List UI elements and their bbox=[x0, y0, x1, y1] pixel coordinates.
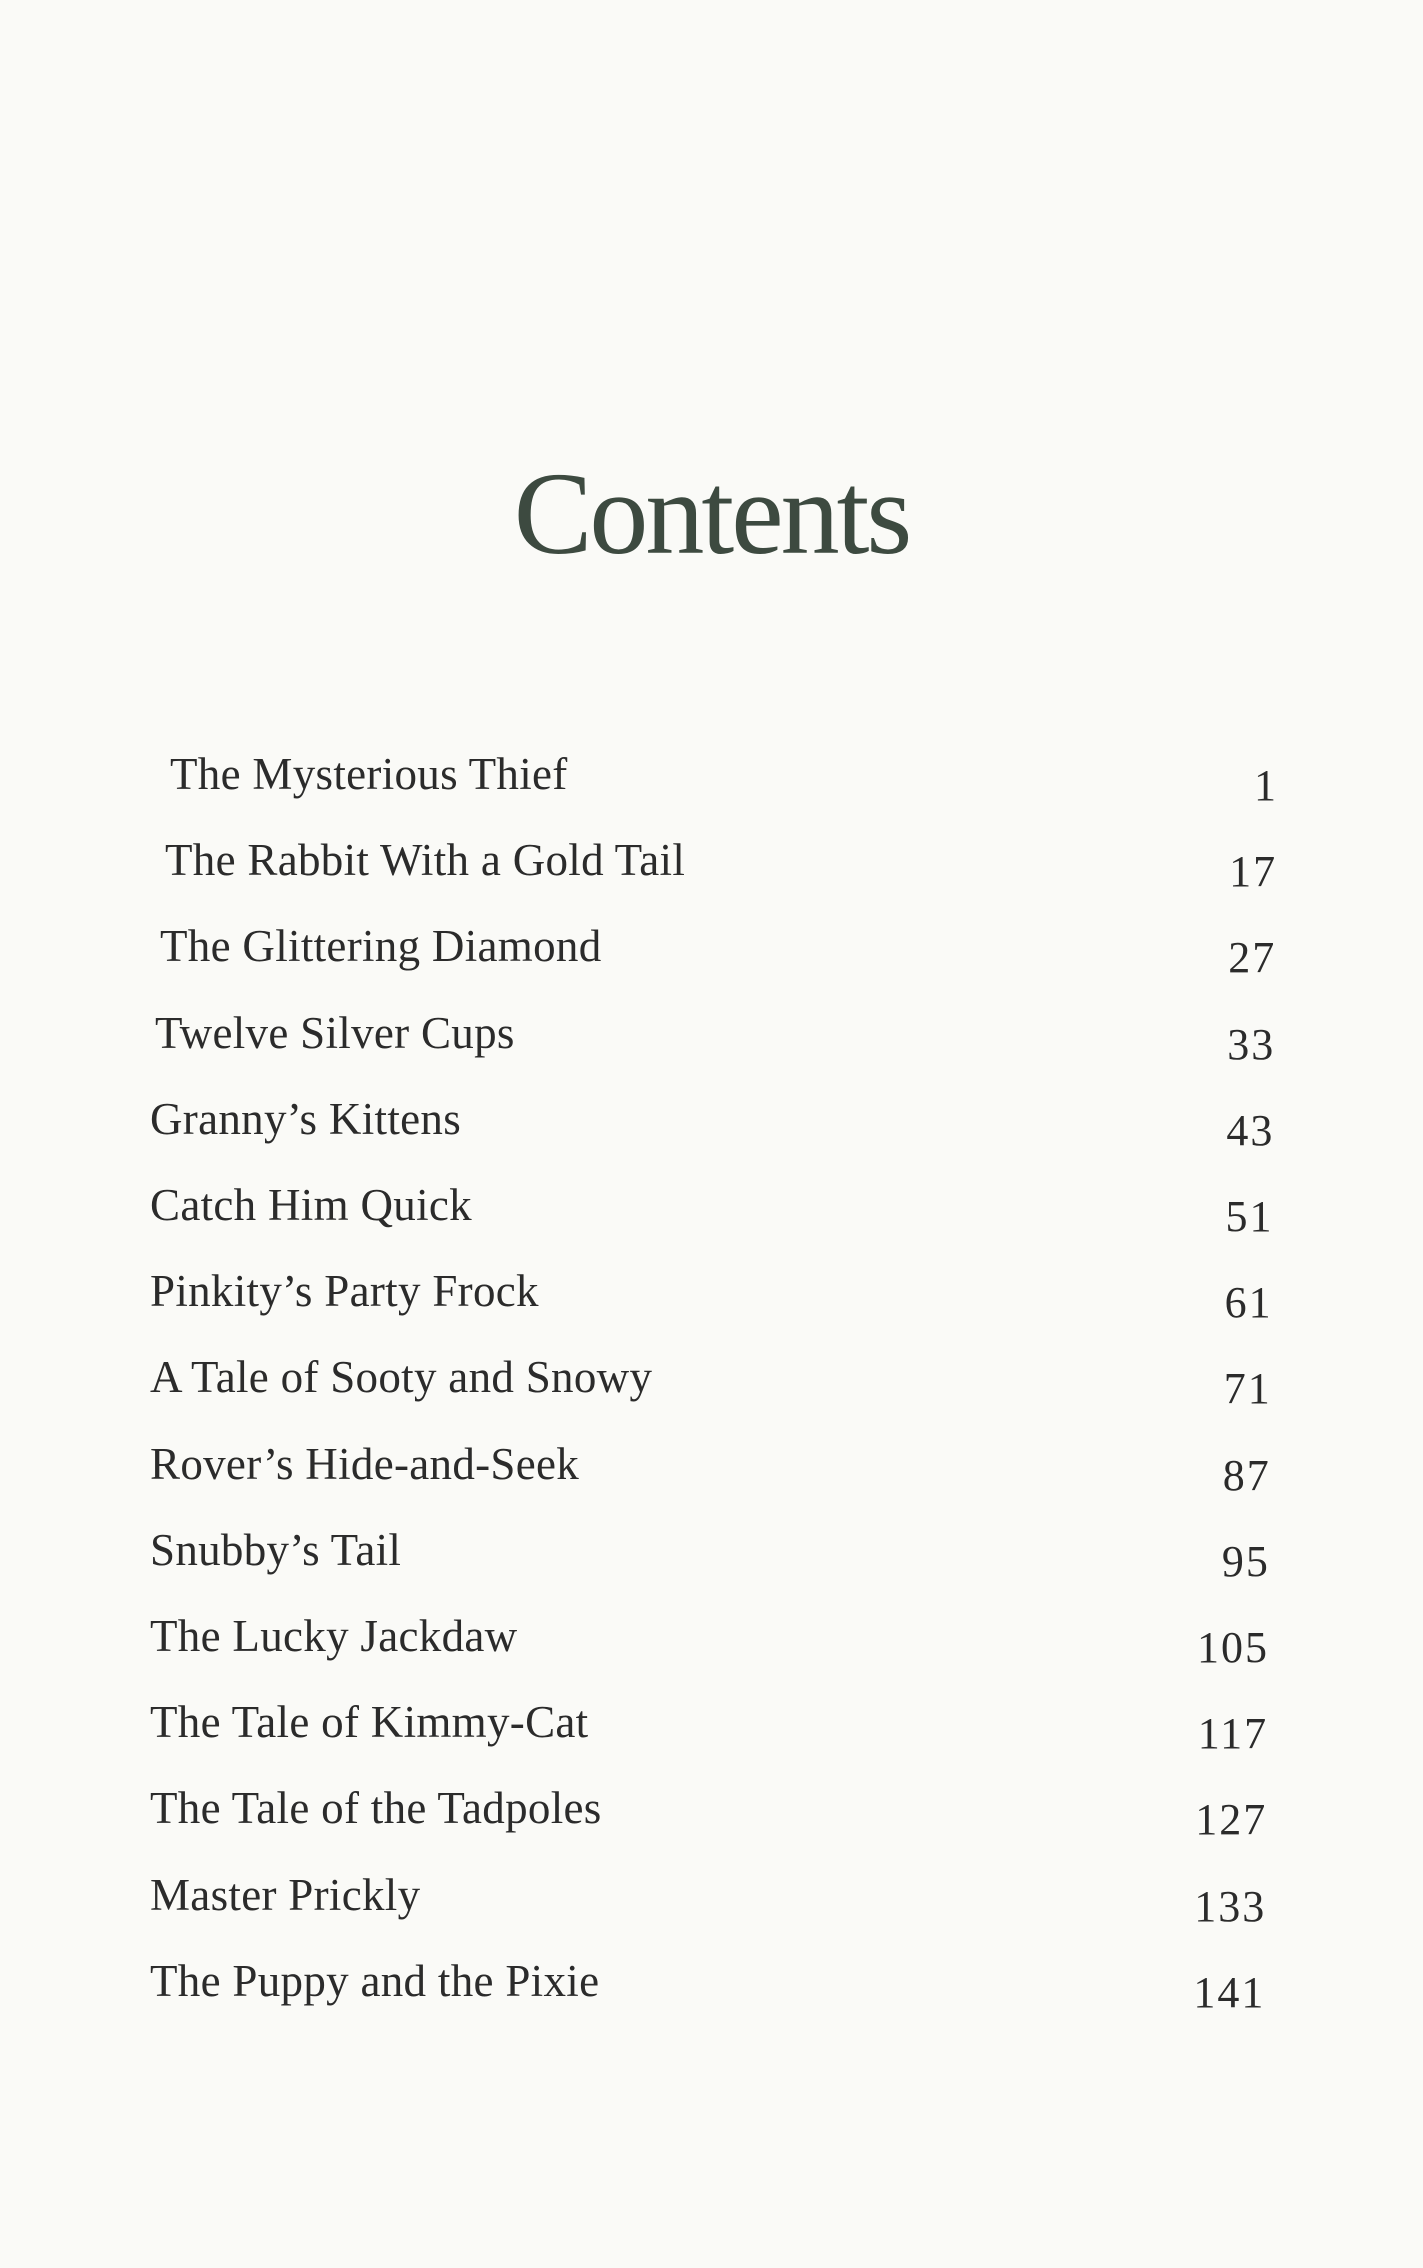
page-title: Contents bbox=[513, 448, 910, 579]
toc-entry bbox=[0, 1783, 1423, 1866]
toc-entry bbox=[0, 1007, 1423, 1091]
toc-entry-page: 33 bbox=[1227, 1019, 1276, 1069]
toc-entry-title: The Tale of the Tadpoles bbox=[150, 1783, 602, 1834]
toc-entry-page: 133 bbox=[1194, 1881, 1267, 1931]
toc-entry-page: 105 bbox=[1197, 1623, 1269, 1672]
toc-entry-page: 71 bbox=[1223, 1364, 1272, 1414]
toc-entry-page: 61 bbox=[1224, 1278, 1273, 1328]
toc-entry-title: The Puppy and the Pixie bbox=[150, 1955, 600, 2006]
toc-entry-title: Snubby’s Tail bbox=[150, 1524, 402, 1575]
toc-entry-page: 95 bbox=[1221, 1536, 1270, 1586]
toc-entry-title: The Glittering Diamond bbox=[160, 921, 602, 972]
toc-entry-page: 51 bbox=[1225, 1192, 1274, 1241]
toc-entry bbox=[0, 835, 1423, 918]
toc-entry bbox=[0, 1869, 1423, 1953]
toc-entry-title: Pinkity’s Party Frock bbox=[150, 1266, 539, 1317]
toc-entry-page: 27 bbox=[1228, 933, 1277, 983]
toc-entry bbox=[0, 1352, 1423, 1435]
toc-entry-title: The Mysterious Thief bbox=[170, 749, 568, 799]
toc-entry-title: A Tale of Sooty and Snowy bbox=[150, 1352, 653, 1403]
toc-entry-title: Rover’s Hide-and-Seek bbox=[150, 1438, 580, 1489]
toc-entry bbox=[0, 1955, 1423, 2039]
toc-entry-page: 43 bbox=[1226, 1105, 1275, 1155]
toc-entry bbox=[0, 1093, 1423, 1177]
toc-entry-page: 141 bbox=[1193, 1967, 1266, 2017]
toc-entry-title: The Tale of Kimmy-Cat bbox=[150, 1697, 589, 1748]
toc-entry-title: The Rabbit With a Gold Tail bbox=[165, 835, 686, 886]
toc-entry bbox=[0, 1611, 1423, 1694]
toc-entry bbox=[0, 1438, 1423, 1522]
toc-entry-page: 1 bbox=[1254, 761, 1278, 810]
toc-entry bbox=[0, 1180, 1423, 1263]
toc-entry-title: Catch Him Quick bbox=[150, 1180, 472, 1230]
toc-entry-page: 87 bbox=[1222, 1450, 1271, 1500]
toc-entry-title: Master Prickly bbox=[150, 1869, 421, 1920]
toc-entry-title: Granny’s Kittens bbox=[150, 1093, 462, 1144]
toc-entry bbox=[0, 749, 1423, 832]
toc-entry-page: 17 bbox=[1229, 847, 1278, 897]
toc-entry-page: 127 bbox=[1195, 1795, 1268, 1845]
toc-entry-page: 117 bbox=[1197, 1709, 1269, 1759]
toc-entry bbox=[0, 1524, 1423, 1608]
toc-entry bbox=[0, 1266, 1423, 1349]
toc-entry bbox=[0, 1697, 1423, 1780]
toc-entry-title: Twelve Silver Cups bbox=[155, 1007, 515, 1058]
toc-entry bbox=[0, 921, 1423, 1004]
toc-entry-title: The Lucky Jackdaw bbox=[150, 1611, 518, 1661]
